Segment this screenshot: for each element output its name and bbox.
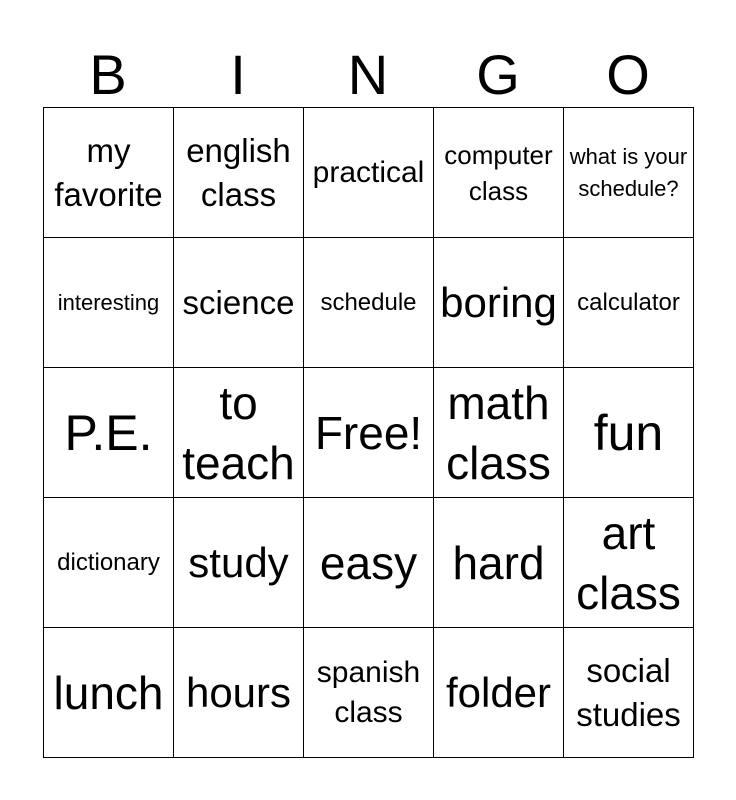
bingo-cell[interactable]	[434, 368, 564, 498]
header-letter-b: B	[89, 43, 127, 106]
bingo-cell[interactable]	[304, 108, 434, 238]
header-letter-i: I	[230, 43, 246, 106]
bingo-cell[interactable]	[174, 628, 304, 758]
bingo-cell[interactable]	[44, 108, 174, 238]
cell-text: practical	[312, 155, 425, 189]
bingo-cell[interactable]	[44, 368, 174, 498]
cell-text: boring	[440, 278, 557, 326]
bingo-cell[interactable]	[44, 238, 174, 368]
cell-text: social studies	[576, 651, 681, 733]
cell-text: spanish class	[316, 655, 421, 729]
bingo-cell[interactable]	[434, 108, 564, 238]
bingo-cell[interactable]	[44, 628, 174, 758]
bingo-cell[interactable]	[564, 628, 694, 758]
cell-text: P.E.	[64, 404, 153, 461]
bingo-cell[interactable]	[564, 108, 694, 238]
bingo-cell[interactable]	[434, 628, 564, 758]
bingo-cell[interactable]	[44, 498, 174, 628]
bingo-header	[43, 44, 693, 106]
cell-text: dictionary	[57, 548, 160, 576]
cell-text: english class	[186, 131, 291, 213]
cell-text: Free!	[314, 406, 423, 459]
bingo-cell[interactable]	[174, 498, 304, 628]
bingo-cell[interactable]	[174, 108, 304, 238]
cell-text: hard	[452, 536, 545, 589]
cell-text: folder	[445, 668, 552, 716]
cell-text: art class	[576, 506, 681, 619]
header-letter-n: N	[347, 43, 389, 106]
cell-text: computer class	[444, 139, 553, 206]
cell-text: what is your schedule?	[569, 143, 688, 201]
bingo-cell[interactable]	[564, 368, 694, 498]
cell-text: hours	[185, 668, 292, 716]
cell-text: calculator	[577, 288, 680, 316]
cell-text: fun	[593, 404, 664, 461]
bingo-cell[interactable]	[564, 238, 694, 368]
cell-text: my favorite	[54, 131, 163, 213]
cell-text: schedule	[320, 288, 417, 316]
cell-text: math class	[446, 376, 551, 489]
bingo-cell[interactable]	[174, 368, 304, 498]
header-letter-g: G	[476, 43, 520, 106]
bingo-cell[interactable]	[304, 628, 434, 758]
bingo-cell[interactable]	[304, 238, 434, 368]
cell-text: lunch	[53, 666, 164, 719]
cell-text: easy	[319, 536, 418, 589]
cell-text: study	[188, 538, 289, 586]
cell-text: interesting	[57, 289, 160, 315]
bingo-cell[interactable]	[434, 498, 564, 628]
bingo-cell[interactable]	[304, 498, 434, 628]
cell-text: science	[182, 283, 295, 321]
bingo-cell[interactable]	[434, 238, 564, 368]
bingo-cell[interactable]	[174, 238, 304, 368]
bingo-board	[43, 107, 694, 758]
bingo-cell[interactable]	[564, 498, 694, 628]
bingo-cell[interactable]	[304, 368, 434, 498]
header-letter-o: O	[606, 43, 650, 106]
cell-text: to teach	[182, 376, 295, 489]
